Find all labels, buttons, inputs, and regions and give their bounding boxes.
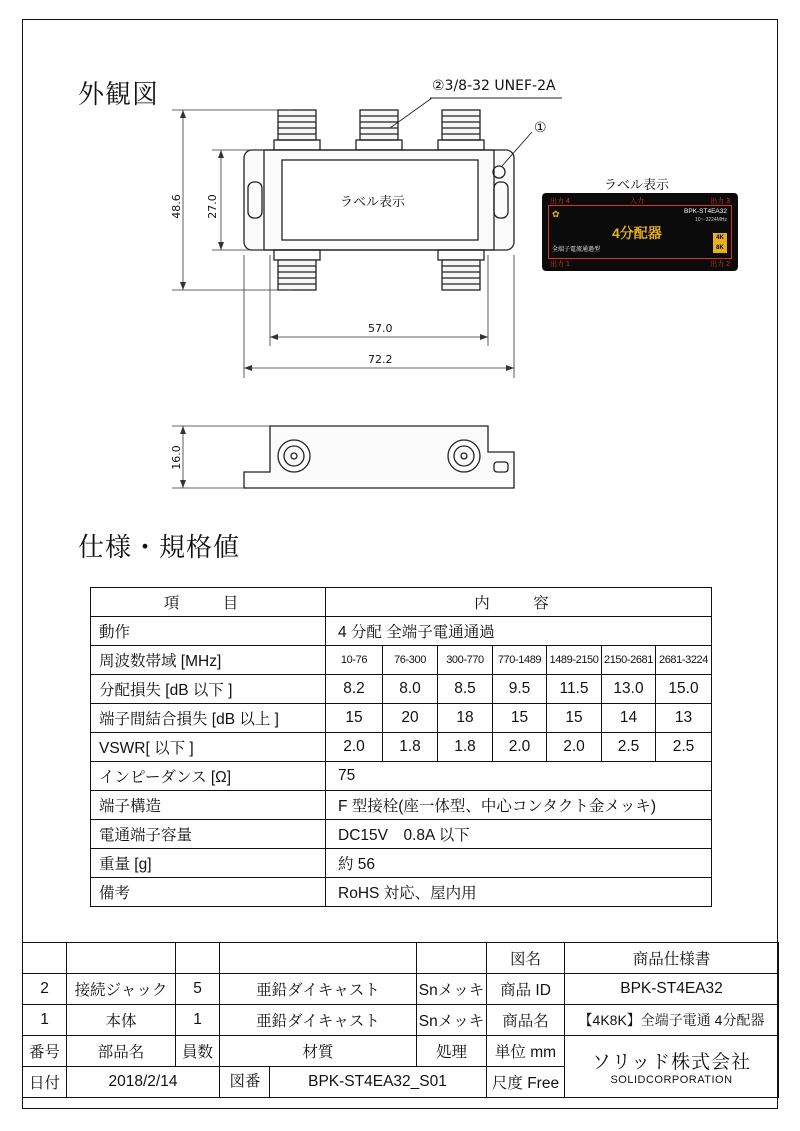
bottom-connector-2 bbox=[438, 250, 484, 290]
product-name: 【4K8K】全端子電通 4分配器 bbox=[565, 1005, 779, 1036]
header-item: 項 目 bbox=[91, 588, 326, 617]
cell: 2.0 bbox=[493, 733, 547, 762]
table-row bbox=[91, 588, 712, 617]
table-row bbox=[23, 1036, 779, 1067]
part-material: 亜鉛ダイキャスト bbox=[220, 1005, 417, 1036]
label-freq: 10～3224MHz bbox=[695, 217, 727, 223]
dim-side-height: 16.0 bbox=[169, 445, 183, 470]
freq-band: 2681-3224 bbox=[656, 646, 712, 675]
cell: 13.0 bbox=[602, 675, 656, 704]
cell: 2.0 bbox=[326, 733, 383, 762]
thread-callout: ②3/8-32 UNEF-2A bbox=[432, 78, 556, 94]
label-input: 入力 bbox=[630, 198, 644, 205]
header-material: 材質 bbox=[220, 1036, 417, 1067]
part-no: 1 bbox=[23, 1005, 67, 1036]
label-model: BPK-ST4EA32 bbox=[684, 208, 727, 215]
table-row bbox=[91, 878, 712, 907]
cell: 8.5 bbox=[438, 675, 493, 704]
table-row bbox=[91, 762, 712, 791]
row-label: 周波数帯域 [MHz] bbox=[91, 646, 326, 675]
label-out2: 出力 2 bbox=[710, 261, 730, 268]
row-value: RoHS 対応、屋内用 bbox=[326, 878, 712, 907]
drawing-no-label: 図番 bbox=[221, 1067, 270, 1097]
row-value: 4 分配 全端子電通通過 bbox=[326, 617, 712, 646]
cell: 14 bbox=[602, 704, 656, 733]
cell: 11.5 bbox=[547, 675, 602, 704]
label-out1: 出力 1 bbox=[550, 261, 570, 268]
part-callout: ① bbox=[534, 120, 547, 136]
row-label: 分配損失 [dB 以下 ] bbox=[91, 675, 326, 704]
part-qty: 1 bbox=[176, 1005, 220, 1036]
cell: 9.5 bbox=[493, 675, 547, 704]
part-name: 本体 bbox=[67, 1005, 176, 1036]
cell: 18 bbox=[438, 704, 493, 733]
dim-width-total: 72.2 bbox=[368, 353, 393, 366]
header-no: 番号 bbox=[23, 1036, 67, 1067]
date-value: 2018/2/14 bbox=[67, 1067, 220, 1098]
row-label: VSWR[ 以下 ] bbox=[91, 733, 326, 762]
appearance-heading: 外観図 bbox=[78, 80, 160, 110]
side-view bbox=[244, 426, 514, 488]
part-finish: Snメッキ bbox=[417, 974, 487, 1005]
row-label: 端子間結合損失 [dB 以上 ] bbox=[91, 704, 326, 733]
dim-height-body: 27.0 bbox=[205, 194, 219, 219]
cell: 2.5 bbox=[602, 733, 656, 762]
product-id: BPK-ST4EA32 bbox=[565, 974, 779, 1005]
drawing-name: 商品仕様書 bbox=[565, 943, 779, 974]
label-logo-icon: ✿ bbox=[552, 209, 560, 219]
scale: 尺度 Free bbox=[487, 1067, 565, 1098]
table-row bbox=[23, 974, 779, 1005]
cell: 15 bbox=[547, 704, 602, 733]
table-row bbox=[91, 704, 712, 733]
top-connector-1 bbox=[274, 110, 320, 150]
cell: 2.0 bbox=[547, 733, 602, 762]
freq-band: 770-1489 bbox=[493, 646, 547, 675]
label-preview bbox=[542, 193, 738, 271]
cell: 15 bbox=[493, 704, 547, 733]
title-block bbox=[22, 942, 779, 1098]
label-product-name: 4分配器 bbox=[612, 225, 662, 241]
header-name: 部品名 bbox=[67, 1036, 176, 1067]
part-finish: Snメッキ bbox=[417, 1005, 487, 1036]
date-label: 日付 bbox=[23, 1067, 67, 1098]
product-name-label: 商品名 bbox=[487, 1005, 565, 1036]
row-label: 備考 bbox=[91, 878, 326, 907]
dim-height-total: 48.6 bbox=[169, 194, 183, 219]
label-4k8k-badge: 4K 8K bbox=[713, 233, 727, 253]
table-row bbox=[91, 733, 712, 762]
freq-band: 2150-2681 bbox=[602, 646, 656, 675]
part-no: 2 bbox=[23, 974, 67, 1005]
table-row bbox=[91, 675, 712, 704]
company-cell bbox=[565, 1036, 779, 1098]
part-qty: 5 bbox=[176, 974, 220, 1005]
product-id-label: 商品 ID bbox=[487, 974, 565, 1005]
freq-band: 76-300 bbox=[383, 646, 438, 675]
freq-band: 1489-2150 bbox=[547, 646, 602, 675]
freq-band: 300-770 bbox=[438, 646, 493, 675]
table-row bbox=[23, 1005, 779, 1036]
header-qty: 員数 bbox=[176, 1036, 220, 1067]
table-row bbox=[23, 943, 779, 974]
row-label: 動作 bbox=[91, 617, 326, 646]
top-connector-3 bbox=[438, 110, 484, 150]
part-name: 接続ジャック bbox=[67, 974, 176, 1005]
dim-width-inner: 57.0 bbox=[368, 322, 393, 335]
cell: 1.8 bbox=[438, 733, 493, 762]
top-connector-2 bbox=[356, 110, 402, 150]
row-value: F 型接栓(座一体型、中心コンタクト金メッキ) bbox=[326, 791, 712, 820]
row-value: 75 bbox=[326, 762, 712, 791]
cell: 8.2 bbox=[326, 675, 383, 704]
cell: 2.5 bbox=[656, 733, 712, 762]
part-material: 亜鉛ダイキャスト bbox=[220, 974, 417, 1005]
row-label: インピーダンス [Ω] bbox=[91, 762, 326, 791]
header-finish: 処理 bbox=[417, 1036, 487, 1067]
drawing-no-cell bbox=[220, 1067, 487, 1098]
body-label-text: ラベル表示 bbox=[340, 195, 406, 210]
table-row bbox=[91, 791, 712, 820]
label-sub: 全端子電流通過型 bbox=[552, 247, 601, 253]
bottom-connector-1 bbox=[274, 250, 320, 290]
label-out4: 出力 4 bbox=[550, 198, 570, 205]
row-value: 約 56 bbox=[326, 849, 712, 878]
table-row bbox=[91, 849, 712, 878]
cell: 15.0 bbox=[656, 675, 712, 704]
cell: 15 bbox=[326, 704, 383, 733]
cell: 13 bbox=[656, 704, 712, 733]
cell: 1.8 bbox=[383, 733, 438, 762]
row-label: 重量 [g] bbox=[91, 849, 326, 878]
header-content: 内 容 bbox=[326, 588, 712, 617]
drawing-no: BPK-ST4EA32_S01 bbox=[308, 1073, 447, 1090]
cell: 20 bbox=[383, 704, 438, 733]
table-row bbox=[91, 820, 712, 849]
row-label: 電通端子容量 bbox=[91, 820, 326, 849]
cell: 8.0 bbox=[383, 675, 438, 704]
header-unit: 単位 mm bbox=[487, 1036, 565, 1067]
drawing-name-label: 図名 bbox=[487, 943, 565, 974]
label-out3: 出力 3 bbox=[710, 198, 730, 205]
table-row bbox=[91, 646, 712, 675]
row-label: 端子構造 bbox=[91, 791, 326, 820]
freq-band: 10-76 bbox=[326, 646, 383, 675]
specs-heading: 仕様・規格値 bbox=[78, 533, 241, 563]
label-preview-caption: ラベル表示 bbox=[604, 178, 670, 193]
table-row bbox=[91, 617, 712, 646]
company-name: ソリッド株式会社 bbox=[591, 1052, 752, 1073]
spec-table bbox=[90, 587, 712, 907]
company-name-en: SOLIDCORPORATION bbox=[610, 1074, 733, 1086]
row-value: DC15V 0.8A 以下 bbox=[326, 820, 712, 849]
